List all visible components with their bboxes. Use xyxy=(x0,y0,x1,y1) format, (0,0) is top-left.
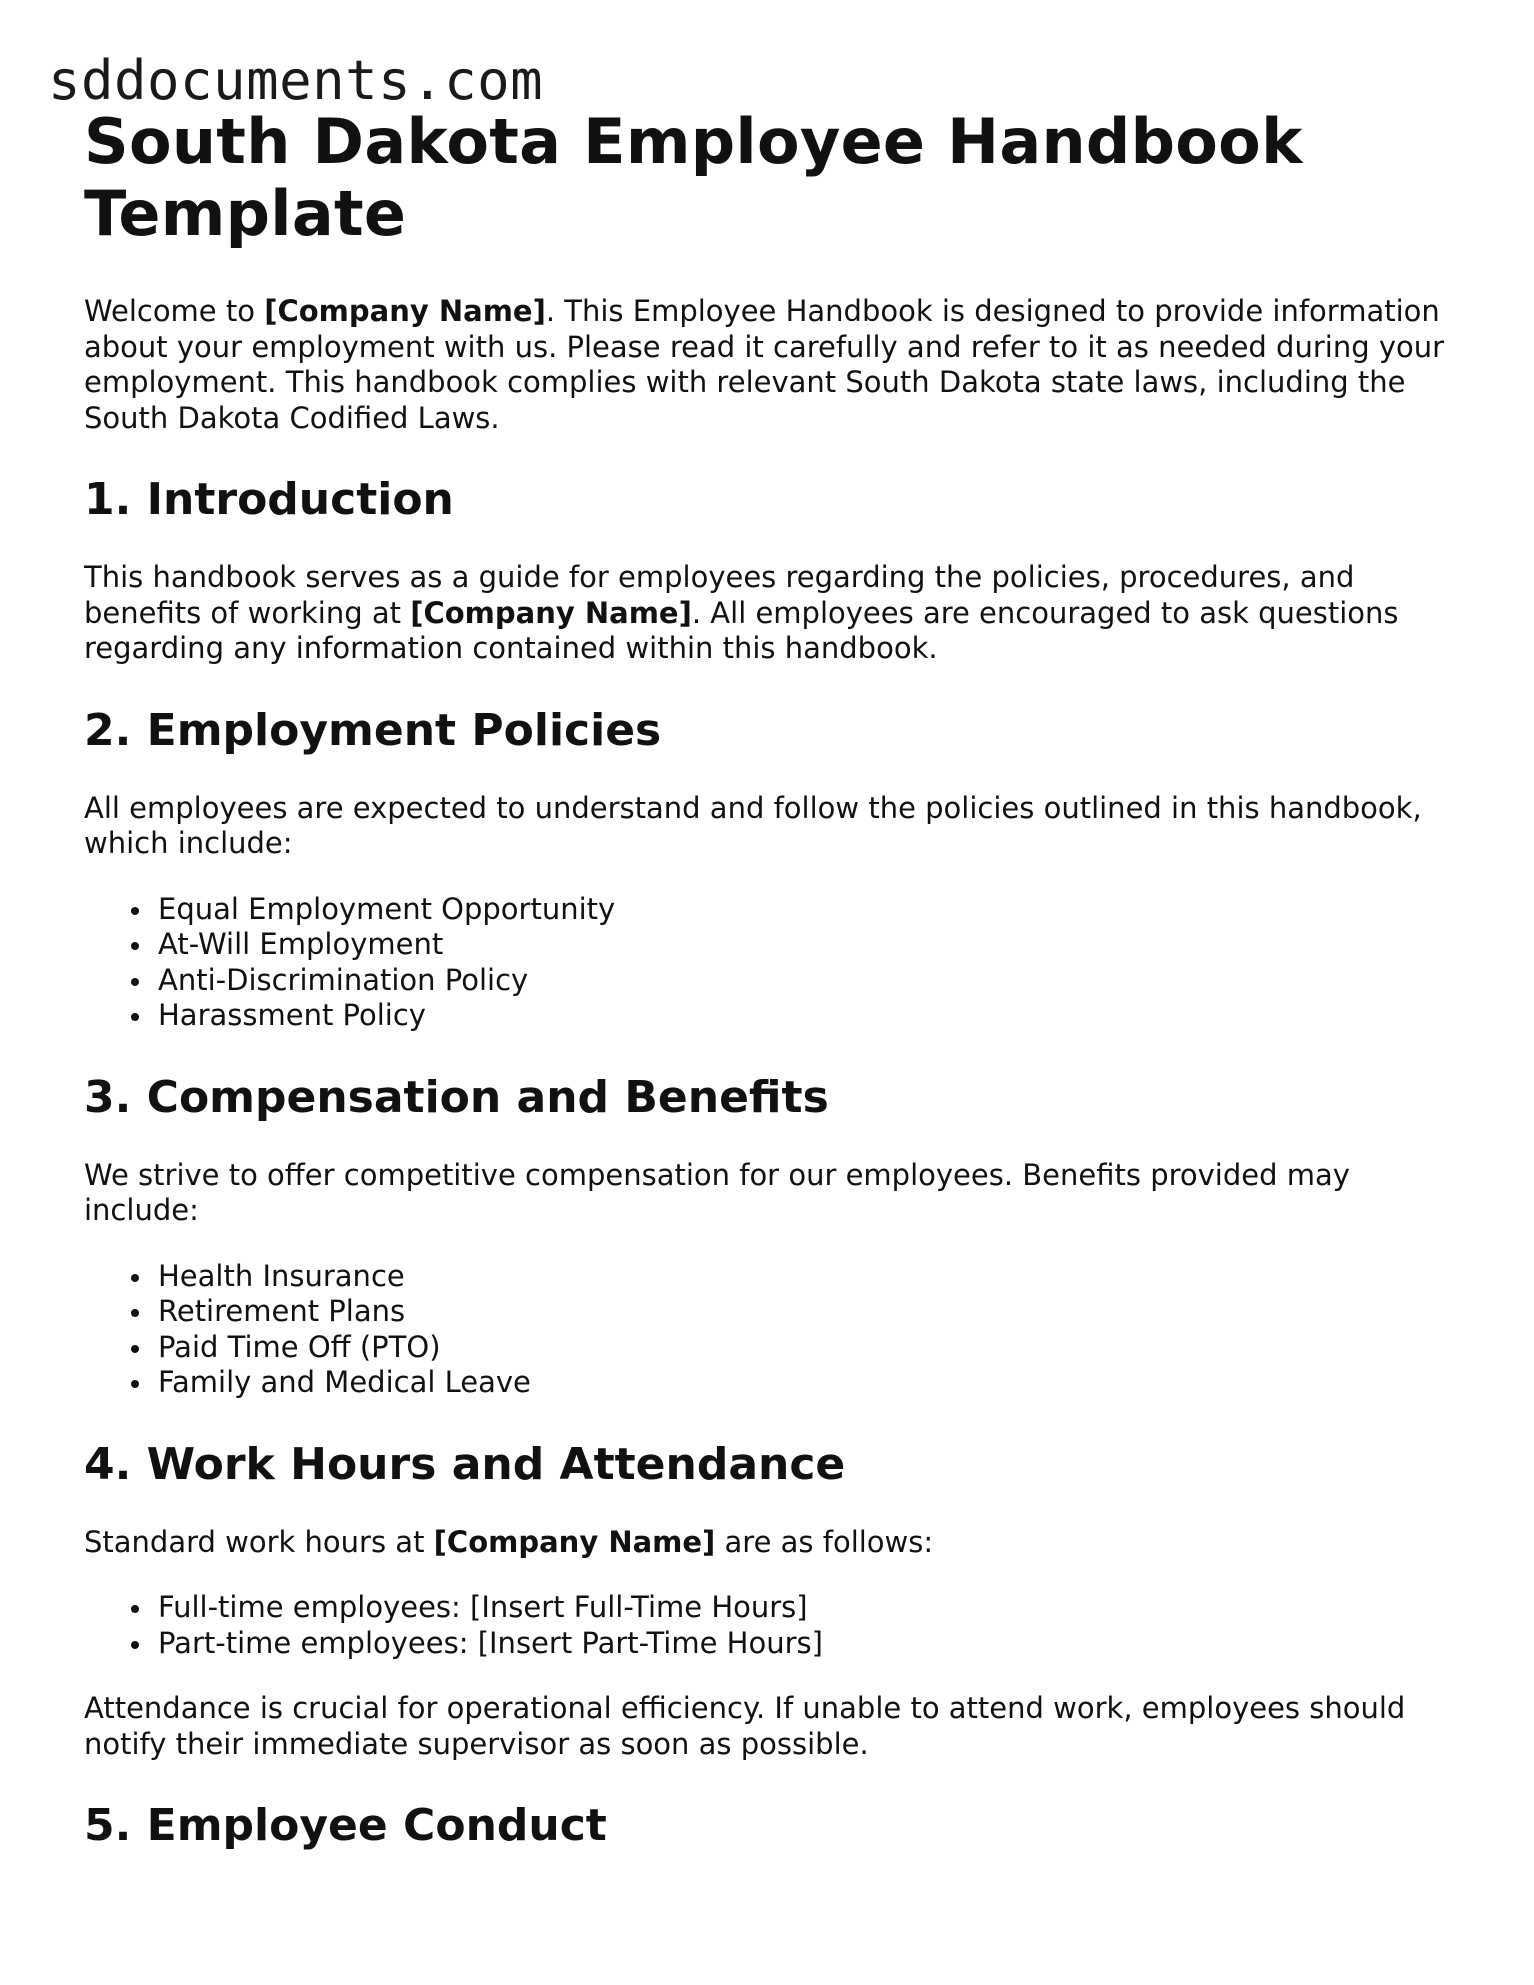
welcome-paragraph xyxy=(84,294,1464,436)
list-item: Health Insurance xyxy=(158,1259,1464,1295)
welcome-text-end: . This Employee Handbook is designed to provide information about your employment with us. Please read it carefully and refer to it as needed during your employment. This handbook complies with relevant South Dakota state laws, including the South Dakota Codified Laws. xyxy=(84,294,1445,435)
work-hours-list xyxy=(84,1590,1464,1661)
list-item: Retirement Plans xyxy=(158,1294,1464,1330)
work-hours-text-end: are as follows: xyxy=(715,1524,934,1559)
list-item: Full-time employees: [Insert Full-Time Hours] xyxy=(158,1590,1464,1626)
company-name-placeholder: [Company Name] xyxy=(410,595,692,630)
introduction-paragraph xyxy=(84,560,1464,667)
compensation-paragraph: We strive to offer competitive compensation for our employees. Benefits provided may include: xyxy=(84,1157,1350,1227)
attendance-paragraph: Attendance is crucial for operational efficiency. If unable to attend work, employees should notify their immediate supervisor as soon as possible. xyxy=(84,1691,1406,1761)
introduction-text-start: This handbook serves as a guide for employees regarding the policies, procedures, and benefits of working at xyxy=(84,560,1355,630)
list-item: Family and Medical Leave xyxy=(158,1365,1464,1401)
policies-paragraph: All employees are expected to understand and follow the policies outlined in this handbook, which include: xyxy=(84,790,1422,860)
list-item: Anti-Discrimination Policy xyxy=(158,963,1464,999)
site-watermark: sddocuments.com xyxy=(48,49,544,112)
list-item: Part-time employees: [Insert Part-Time Hours] xyxy=(158,1626,1464,1662)
company-name-placeholder: [Company Name] xyxy=(433,1524,716,1559)
section-heading-introduction: 1. Introduction xyxy=(84,474,454,525)
work-hours-paragraph xyxy=(84,1525,1464,1561)
section-heading-compensation: 3. Compensation and Benefits xyxy=(84,1071,829,1123)
document-title: South Dakota Employee Handbook Template xyxy=(84,105,1303,250)
section-heading-employment-policies: 2. Employment Policies xyxy=(84,704,662,756)
work-hours-text-start: Standard work hours at xyxy=(84,1524,434,1559)
welcome-text-start: Welcome to xyxy=(84,294,265,328)
list-item: At-Will Employment xyxy=(158,927,1464,963)
policies-list xyxy=(84,892,1464,1034)
benefits-list xyxy=(84,1259,1464,1401)
company-name-placeholder: [Company Name] xyxy=(264,294,546,328)
section-heading-employee-conduct: 5. Employee Conduct xyxy=(84,1800,607,1851)
list-item: Paid Time Off (PTO) xyxy=(158,1330,1464,1366)
document-body xyxy=(84,106,1464,1852)
introduction-text-end: . All employees are encouraged to ask questions regarding any information contained within this handbook. xyxy=(84,595,1399,665)
section-heading-work-hours: 4. Work Hours and Attendance xyxy=(84,1438,846,1490)
list-item: Equal Employment Opportunity xyxy=(158,892,1464,928)
list-item: Harassment Policy xyxy=(158,998,1464,1034)
